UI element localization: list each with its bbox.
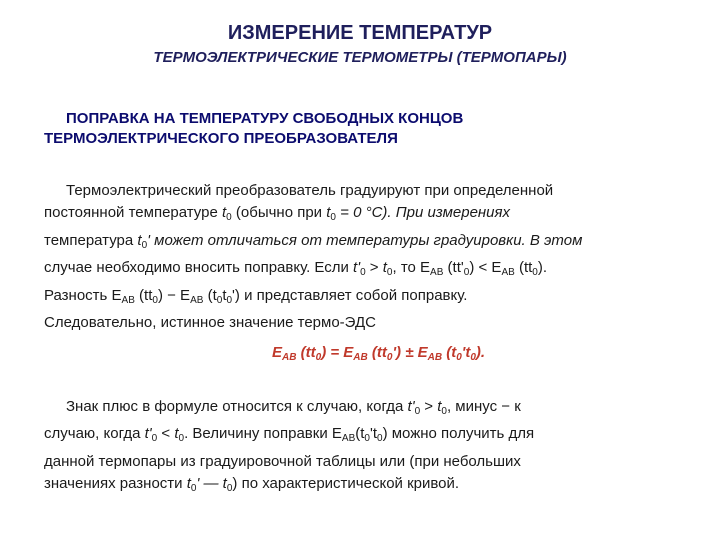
paragraph-line: значениях разности $t_0'$ — $t_0$) по характеристической кривой.: [44, 475, 460, 495]
paragraph-line: случаю, когда $t'_0 < t_0$. Величину поправки $E_{AB}(t_0't_0)$ можно получить для: [44, 425, 535, 445]
paragraph-line: случае необходимо вносить поправку. Если $t'_0 > t_0$, то $E_{AB}$ $(tt'_0) < E_{AB}$ $(tt_0)$.: [44, 259, 548, 279]
page-title: ИЗМЕРЕНИЕ ТЕМПЕРАТУР: [227, 22, 493, 44]
paragraph-line: температура $t_0'$ может отличаться от температуры градуировки. В этом: [44, 231, 583, 251]
paragraph-intro: [44, 180, 694, 334]
paragraph-line: Знак плюс в формуле относится к случаю, когда $t'_0 > t_0$, минус − к: [66, 398, 521, 417]
paragraph-line: Разность $E_{AB}$ $(tt_0) - E_{AB}$ $(t_0t_0')$ и представляет собой поправку.: [44, 286, 468, 306]
paragraph-line: данной термопары из градуировочной таблицы или (при небольших: [44, 452, 521, 470]
heading-line-2: ТЕРМОЭЛЕКТРИЧЕСКОГО ПРЕОБРАЗОВАТЕЛЯ: [44, 130, 398, 147]
paragraph-line: постоянной температуре $t_0$ (обычно при $t_0 = 0$ °С). При измерениях: [44, 204, 511, 224]
paragraph-line: Термоэлектрический преобразователь градуируют при определенной: [66, 182, 554, 199]
formula: $E_{AB}$ $(tt_0) = E_{AB}$ $(tt_0') \pm E_{AB}$ $(t_0't_0)$.: [272, 344, 486, 363]
paragraph-line: Следовательно, истинное значение термо-ЭДС: [44, 314, 376, 332]
paragraph-sign: [44, 396, 694, 501]
section-heading: [44, 109, 684, 149]
page-subtitle: ТЕРМОЭЛЕКТРИЧЕСКИЕ ТЕРМОМЕТРЫ (ТЕРМОПАРЫ): [153, 49, 567, 66]
heading-line-1: ПОПРАВКА НА ТЕМПЕРАТУРУ СВОБОДНЫХ КОНЦОВ: [66, 110, 464, 127]
